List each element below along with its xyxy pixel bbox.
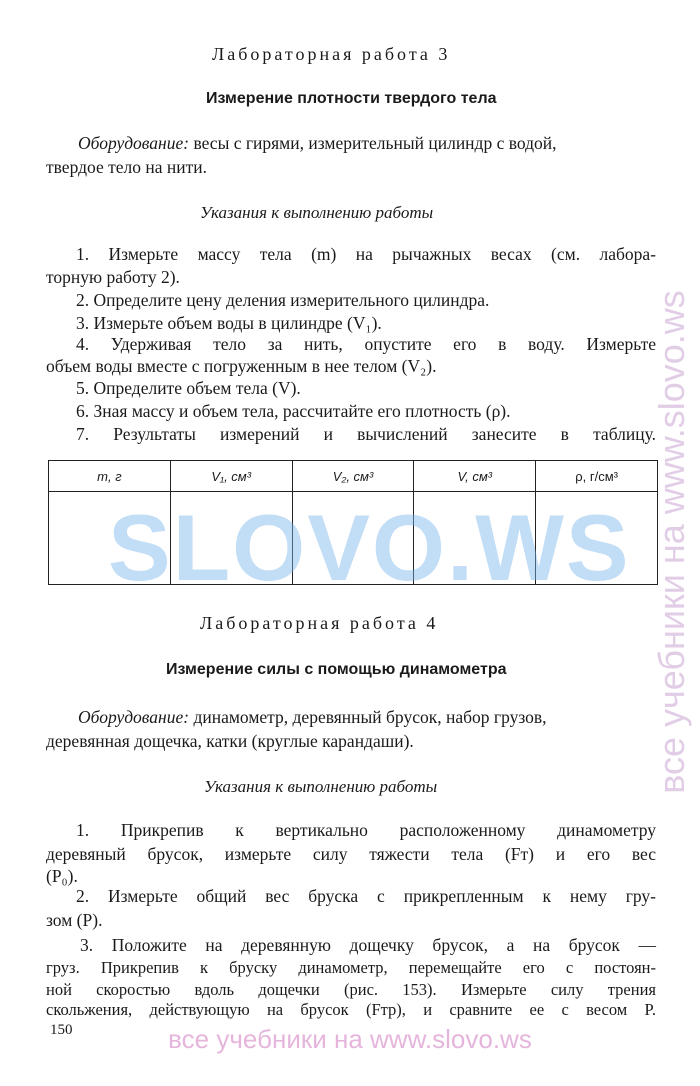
table-header-cell: V, см³ <box>414 461 536 492</box>
measurement-table <box>48 460 658 585</box>
table-cell <box>414 492 536 585</box>
table-header-cell: m, г <box>49 461 171 492</box>
lab4-title: Лабораторная работа 4 <box>200 613 439 633</box>
lab3-instructions-heading: Указания к выполнению работы <box>200 203 434 222</box>
table-cell <box>49 492 171 585</box>
watermark-center: SLOVO.WS <box>108 495 631 600</box>
lab4-equipment-label: Оборудование: <box>78 707 190 727</box>
lab4-step-line: (P₀). <box>46 866 78 886</box>
lab4-step-line: груз. Прикрепив к бруску динамометр, перемещайте его с постоян- <box>46 958 656 977</box>
table-row <box>49 492 658 585</box>
lab3-step-line: объем воды вместе с погруженным в нее телом (V₂). <box>46 356 437 376</box>
table-header-cell: V₂, см³ <box>292 461 414 492</box>
table-header-cell: V₁, см³ <box>170 461 292 492</box>
page-number: 150 <box>50 1022 73 1038</box>
lab4-equipment-line1 <box>78 707 547 728</box>
lab4-step-line: скольжения, действующую на брусок (Fтр), и сравните ее с весом P. <box>46 1000 656 1019</box>
lab4-instructions-heading: Указания к выполнению работы <box>204 777 438 796</box>
lab3-equipment-line2: твердое тело на нити. <box>46 157 208 177</box>
table-cell <box>170 492 292 585</box>
lab3-step-line: 1. Измерьте массу тела (m) на рычажных весах (см. лабора- <box>76 244 656 264</box>
watermark-bottom: все учебники на www.slovo.ws <box>168 1024 532 1054</box>
lab4-heading: Измерение силы с помощью динамометра <box>166 661 507 678</box>
lab3-equipment-label: Оборудование: <box>78 133 190 153</box>
table-cell <box>536 492 658 585</box>
watermark-side: все учебники на www.slovo.ws <box>651 290 692 794</box>
lab3-equipment-line1 <box>78 133 557 154</box>
lab3-step-line: 5. Определите объем тела (V). <box>76 378 301 398</box>
table-header-row <box>49 461 658 492</box>
lab3-step-line: 6. Зная массу и объем тела, рассчитайте его плотность (ρ). <box>76 401 511 421</box>
lab3-step-line: 2. Определите цену деления измерительного цилиндра. <box>76 290 490 310</box>
lab3-step-line: торную работу 2). <box>46 267 180 287</box>
lab4-step-line: 3. Положите на деревянную дощечку брусок, а на брусок — <box>80 935 656 955</box>
lab3-step-line: 3. Измерьте объем воды в цилиндре (V₁). <box>76 313 382 333</box>
table-header-cell: ρ, г/см³ <box>536 461 658 492</box>
lab4-step-line: деревяный брусок, измерьте силу тяжести тела (Fт) и его вес <box>46 844 656 864</box>
lab4-step-line: ной скоростью вдоль дощечки (рис. 153). Измерьте силу трения <box>46 980 656 999</box>
lab4-equipment-text: динамометр, деревянный брусок, набор грузов, <box>189 707 547 727</box>
lab3-step-line: 7. Результаты измерений и вычислений занесите в таблицу. <box>76 424 656 444</box>
lab3-heading: Измерение плотности твердого тела <box>206 90 497 107</box>
lab4-step-line: 2. Измерьте общий вес бруска с прикрепленным к нему гру- <box>76 886 656 906</box>
lab4-step-line: 1. Прикрепив к вертикально расположенному динамометру <box>76 820 656 840</box>
lab4-equipment-line2: деревянная дощечка, катки (круглые карандаши). <box>46 731 414 751</box>
table-cell <box>292 492 414 585</box>
lab3-step-line: 4. Удерживая тело за нить, опустите его в воду. Измерьте <box>76 334 656 354</box>
lab3-title: Лабораторная работа 3 <box>212 44 451 64</box>
lab4-step-line: зом (P). <box>46 910 103 930</box>
lab3-equipment-text: весы с гирями, измерительный цилиндр с водой, <box>189 133 557 153</box>
